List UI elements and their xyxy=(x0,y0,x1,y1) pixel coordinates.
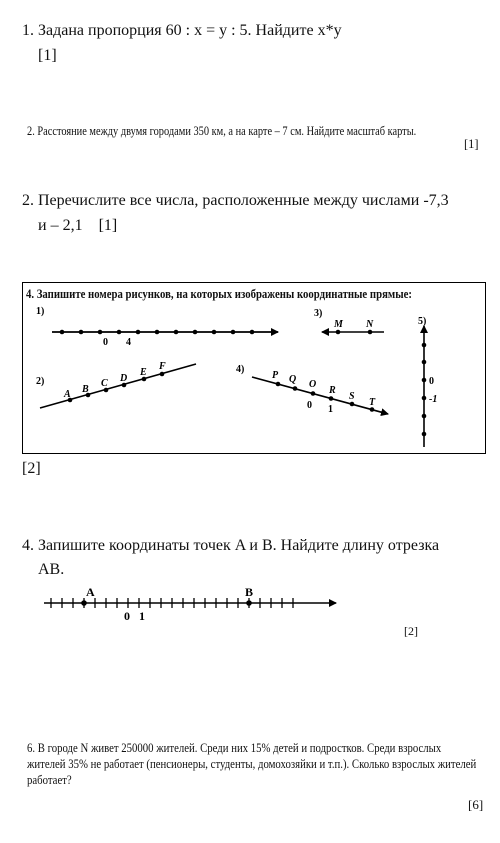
fig-number-2: 2) xyxy=(36,376,45,387)
fig3-label-m: M xyxy=(334,319,343,330)
fig2-label-e: E xyxy=(140,367,147,378)
task5-tick-0: 0 xyxy=(124,609,130,623)
fig3-label-n: N xyxy=(366,319,374,330)
fig2-label-d: D xyxy=(120,373,128,384)
fig-number-5: 5) xyxy=(418,316,427,327)
task4-title: 4. Запишите номера рисунков, на которых изображены координатные прямые: xyxy=(26,287,412,301)
fig2-label-b: B xyxy=(82,384,89,395)
task3-line2: и – 2,1 xyxy=(38,217,83,234)
fig-number-3: 3) xyxy=(314,308,323,319)
fig4-number-1: 1 xyxy=(328,404,333,415)
task3-marks: [1] xyxy=(98,217,118,234)
fig1-label-0: 0 xyxy=(103,337,108,348)
fig4-label-t: T xyxy=(369,397,376,408)
task1-text: 1. Задана пропорция 60 : x = y : 5. Найдите x*y xyxy=(22,22,342,39)
task4-marks: [2] xyxy=(22,460,41,477)
task5-point-b: B xyxy=(245,585,254,599)
fig4-label-r: R xyxy=(329,385,336,396)
task5-line2: AB. xyxy=(38,561,65,578)
fig4-label-o: O xyxy=(309,379,317,390)
fig-number-4: 4) xyxy=(236,364,245,375)
fig4-label-q: Q xyxy=(289,374,297,385)
task5-marks: [2] xyxy=(404,624,418,638)
task5-number-line xyxy=(44,585,336,623)
task3-line1: 2. Перечислите все числа, расположенные между числами -7,3 xyxy=(22,192,449,209)
task5-line1: 4. Запишите координаты точек A и B. Найдите длину отрезка xyxy=(22,537,440,554)
task5-tick-1: 1 xyxy=(139,609,145,623)
fig2-line xyxy=(40,361,196,408)
fig-number-1: 1) xyxy=(36,306,45,317)
fig5-number-line xyxy=(422,326,438,447)
fig3-line xyxy=(322,319,384,334)
fig2-label-c: C xyxy=(101,378,108,389)
fig4-label-s: S xyxy=(349,391,355,402)
fig1-label-4: 4 xyxy=(126,337,131,348)
task6-marks: [6] xyxy=(468,797,484,812)
fig2-label-a: A xyxy=(64,389,71,400)
fig2-label-f: F xyxy=(159,361,166,372)
task2-marks: [1] xyxy=(464,137,479,151)
task1-marks: [1] xyxy=(38,47,57,64)
task5-point-a: A xyxy=(86,585,95,599)
fig1-number-line xyxy=(52,330,278,348)
fig4-number-line xyxy=(252,370,388,415)
fig5-label-0: 0 xyxy=(429,376,434,387)
fig5-label-minus1: -1 xyxy=(429,394,438,405)
fig4-number-0: 0 xyxy=(307,400,312,411)
fig4-label-p: P xyxy=(272,370,279,381)
task6-text: 6. В городе N живет 250000 жителей. Среди них 15% детей и подростков. Среди взрослых жителей 35% не работает (пенсионеры, студенты, домохозяйки и т.п.). Сколько взрослых жителей работает? xyxy=(27,741,477,787)
task2-text: 2. Расстояние между двумя городами 350 км, а на карте – 7 см. Найдите масштаб карты. xyxy=(27,124,417,138)
